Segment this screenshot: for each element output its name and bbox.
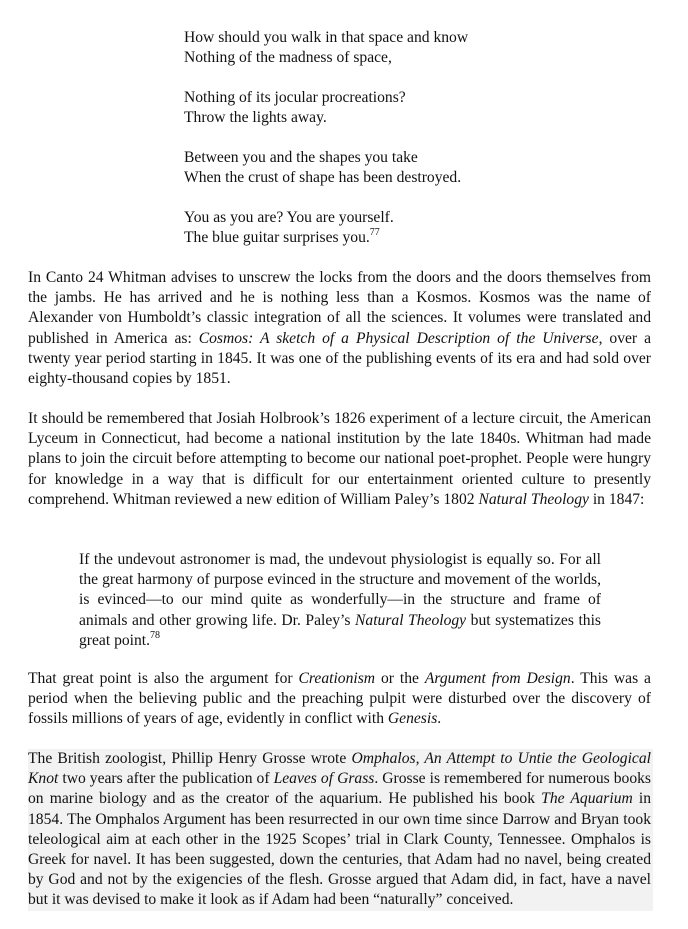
poem-line: You as you are? You are yourself. — [184, 209, 394, 226]
text-span: It should be remembered that Josiah Holbrook’s 1826 experiment of a lecture circuit, the American Lyceum in Connecticut, had become a national institution by the late 1840s. Whitman had made plans to join the circuit before attempting to become our national poet-prophet. People were hungry for knowledge in a way that is difficult for our entertainment oriented culture to presently comprehend. Whitman reviewed a new edition of William Paley’s 1802 — [28, 410, 651, 508]
text-span: or the — [375, 670, 425, 687]
poem-line: Nothing of the madness of space, — [184, 49, 392, 66]
text-span: If the undevout astronomer is mad, the undevout physiologist is equally so. For all the great harmony of purpose evinced in the structure and movement of the worlds, is evinced—to our mind quite as wonderfully—in the structure and frame of animals and other growing life. Dr. Paley’s — [79, 551, 601, 629]
book-title: Genesis — [387, 710, 438, 728]
poem-line-text: The blue guitar surprises you. — [184, 229, 370, 246]
emphasis: Creationism — [298, 670, 376, 687]
text-span: . Grosse is remembered for numerous books on marine biology and as the creator of the aquarium. He published his book — [28, 770, 651, 808]
text-span: . This was a period when the believing public and the preaching pulpit were disturbed over the discovery of fossils millions of years of age, evidently in conflict with — [28, 670, 651, 728]
text-span: but systematizes this great point. — [79, 611, 601, 649]
paragraph-creationism — [28, 669, 651, 730]
paragraph-kosmos — [28, 268, 651, 389]
poem-line: How should you walk in that space and know — [184, 29, 469, 46]
book-title: The Aquarium — [541, 790, 633, 808]
text-span: in 1847: — [588, 490, 645, 508]
poem-stanza-1 — [184, 28, 624, 68]
text-span: The British zoologist, Phillip Henry Grosse wrote — [28, 750, 352, 767]
text-span: in 1854. The Omphalos Argument has been resurrected in our own time since Darrow and Bryan took teleological aim at each other in the 1925 Scopes’ trial in Clark County, Tennessee. Omphalos is Greek for navel. It has been suggested, down the centuries, that Adam had no navel, being created by God and not by the exigencies of the flesh. Grosse argued that Adam did, in fact, have a navel but it was devised to make it look as if Adam had been “naturally” conceived. — [28, 790, 652, 909]
book-title: Cosmos: A sketch of a Physical Description of the Universe — [198, 329, 599, 347]
paragraph-lyceum — [28, 409, 651, 510]
book-title: Natural Theology — [355, 611, 467, 629]
emphasis: Argument from Design — [424, 670, 571, 687]
paragraph-omphalos — [28, 749, 653, 911]
poem-line — [184, 228, 624, 248]
poem-line: When the crust of shape has been destroyed. — [184, 169, 462, 186]
text-span: . — [437, 710, 442, 728]
book-title: Natural Theology — [478, 490, 589, 508]
text-span: That great point is also the argument for — [28, 670, 299, 687]
footnote-marker: 78 — [150, 629, 161, 641]
text-span: two years after the publication of — [58, 770, 274, 788]
poem-line: Between you and the shapes you take — [184, 149, 418, 166]
book-title: Leaves of Grass — [273, 770, 375, 788]
poem-stanza-2 — [184, 88, 624, 128]
book-title: Omphalos, An Attempt to Untie the Geological Knot — [28, 750, 651, 788]
poem-line: Throw the lights away. — [184, 109, 327, 126]
text-span: , over a twenty year period starting in 1845. It was one of the publishing events of its era and had sold over eighty-thousand copies by 1851. — [28, 329, 651, 388]
text-span: In Canto 24 Whitman advises to unscrew the locks from the doors and the doors themselves from the jambs. He has arrived and he is nothing less than a Kosmos. Kosmos was the name of Alexander von Humboldt’s classic integration of all the sciences. It volumes were translated and published in America as: — [28, 269, 651, 347]
poem-stanza-4 — [184, 208, 624, 248]
poem-line: Nothing of its jocular procreations? — [184, 89, 406, 106]
poem-stanza-3 — [184, 148, 624, 188]
footnote-marker: 77 — [369, 227, 380, 238]
block-quote — [79, 550, 601, 651]
